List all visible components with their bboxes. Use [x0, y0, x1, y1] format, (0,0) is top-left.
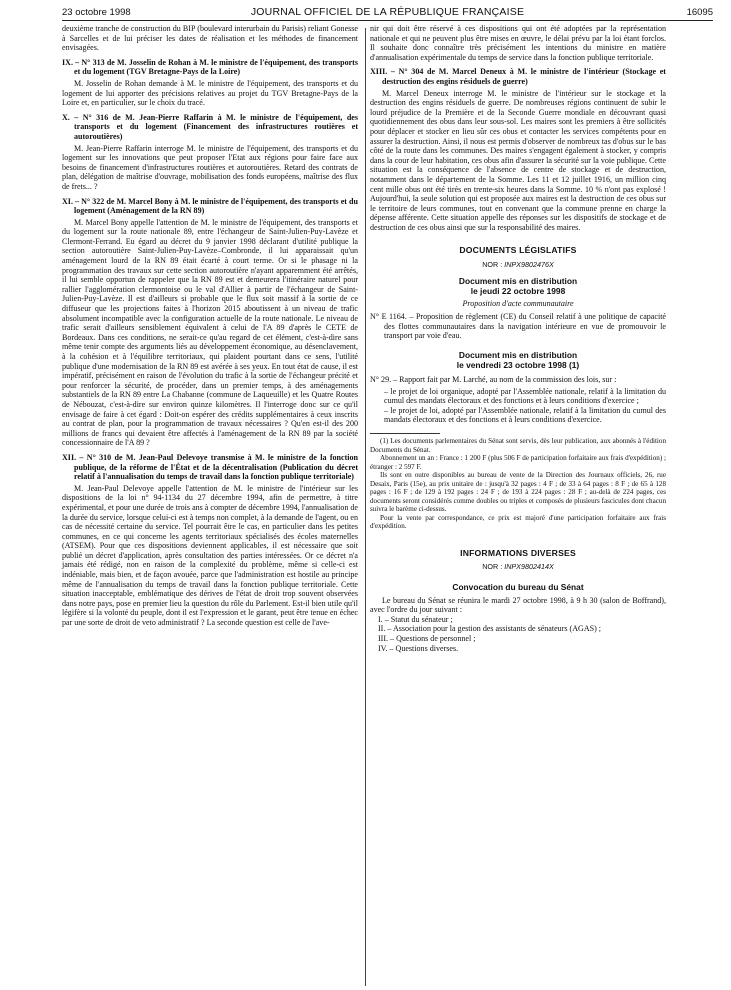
header-rule — [62, 20, 713, 21]
column-divider — [365, 28, 366, 986]
question-body-xi: M. Marcel Bony appelle l'attention de M. le ministre de l'équipement, des transports et du logement sur la route nationale 89, entre l'échangeur de Saint-Julien-Puy-Lavèze et Clermont-Ferrand. Eu égard au décret du 9 janvier 1998 déclarant d'utilité publique la section autoroutière Saint-Julien-Puy-Lavèze–Combronde, il lui apparaissait qu'un aménagement lourd de la RN 89 était écarté à court terme. Or si le phasage ni la programmation des travaux sur cette section autoroutière n'ayant apparemment été arrêtés, il lui semble opportun de rappeler que la RN 89 est et demeurera l'itinéraire naturel pour rallier l'agglomération clermontoise ou le val d'Allier à partir de l'échangeur de Saint-Julien-Puy-Lavèze. Il est d'ailleurs si probable que le flux soit massif à la sortie de ce diffuseur que les projections faites à l'horizon 2015 aboutissent à un niveau de trafic absolument incompatible avec la configuration actuelle de la route nationale. Le niveau de trafic serait d'ailleurs sensiblement équivalent à celui de l'A 89 d'après le CETE de Bordeaux. Dans ces conditions, ne serait-ce qu'au regard de cet élément, c'est-à-dire sans même tenir compte des arguments liés au développement économique, au désenclavement, à la cohésion et à l'équilibre territoriaux, qui plaident pourtant dans ce sens, l'utilité publique d'une modernisation de la RN 89 est avérée à ses yeux. En tout état de cause, il est impératif, précisément en raison de l'évolution du trafic à la sortie de l'échangeur précité et pour renforcer la sécurité, de procéder, dans un premier temps, à des aménagements substantiels de la RN 89 entre La Chabanne (commune de Laqueuille) et les Quatre Routes de Nébouzat, c'est-à-dire sur environ quinze kilomètres. Il l'interroge donc sur ce qu'il envisage de faire à cet égard : Doit-on espérer des crédits supplémentaires à ceux inscrits au contrat de plan, pour la programmation de travaux nécessaires ? Qu'en est-il des 200 millions de francs qui devaient être affectés à l'aménagement de la RN 89 par la société concessionnaire de l'A 89 ? — [62, 217, 358, 448]
convocation-title: Convocation du bureau du Sénat — [452, 581, 584, 592]
distribution-heading-2 — [370, 350, 666, 370]
paragraph-continuation-right: nir qui doit être réservé à ces dispositions qui ont été adoptées par la représentation nationale et qui ne peuvent plus être mises en œuvre, le délai prévu par la loi étant forclos. Il souhaite donc connaître très précisément les intentions du ministre en matière d'annualisation expérimentale du temps de service dans la fonction publique territoriale. — [370, 24, 666, 62]
nor-reference-1 — [370, 260, 666, 270]
distribution-line: Document mis en distribution — [458, 350, 578, 361]
question-body-ix: M. Josselin de Rohan demande à M. le ministre de l'équipement, des transports et du logement de lui apporter des précisions relatives au projet du TGV Bretagne-Pays de la Loire et, en particulier, sur le choix du tracé. — [62, 78, 358, 108]
left-column — [62, 24, 358, 628]
document-item-29-b: – le projet de loi, adopté par l'Assemblée nationale, relatif à la limitation du cumul des mandats électoraux et des fonctions et à leurs conditions d'exercice. — [384, 405, 666, 425]
question-body-xiii: M. Marcel Deneux interroge M. le ministre de l'intérieur sur le stockage et la destruction des engins résiduels de guerre. De nombreuses régions continuent de subir le lourd préjudice de la Première et de la Seconde Guerre mondiale en découvrant quasi quotidiennement des obus dans leur sous-sol. Les maires sont les premiers à être sollicités pour déplacer et stocker en lieu sûr ces obus et contacter les services compétents pour en assurer la destruction. Ainsi, il nous est permis d'observer de nombreux tas d'obus sur le bas côté de la route dans les communes. Des maires s'engagent également à stocker, y compris dans la cour de leur habitation, ces obus afin d'assurer la sécurité sur la voie publique. Cette situation est la conséquence de l'absence de centre de stockage et de destruction, notamment dans le département de la Somme. Les 11 et 12 juillet 1916, un million cinq cent mille obus ont été tirés en trente-six heures dans la Somme. 10 % n'ont pas explosé ! Aujourd'hui, la seule solution qui est proposée aux maires est la destruction de ces obus sur le territoire de leurs communes, tout en convenant que la commune prenne en charge la dépense afférente. Cette situation appelle des réponses sur les dispositifs de stockage et de destruction de ces obus ainsi que sur la responsabilité des maires. — [370, 88, 666, 232]
footnote-1: (1) Les documents parlementaires du Sénat sont servis, dès leur publication, aux abonnés à l'édition Documents du Sénat. — [370, 437, 666, 454]
nor-label: NOR : — [482, 562, 505, 572]
question-heading-xii: XII. – N° 310 de M. Jean-Paul Delevoye transmise à M. le ministre de la fonction publique, de la réforme de l'État et de la décentralisation (Publication du décret relatif à l'annualisation du temps de travail dans la fonction publique territoriale) — [62, 452, 358, 482]
question-heading-xi: XI. – N° 322 de M. Marcel Bony à M. le ministre de l'équipement, des transports et du logement (Aménagement de la RN 89) — [62, 196, 358, 216]
footnote-subscription: Abonnement un an : France : 1 200 F (plus 506 F de participation forfaitaire aux frais d'expédition) ; étranger : 2 597 F. — [370, 454, 666, 471]
nor-label: NOR : — [482, 260, 505, 270]
distribution-heading-1 — [370, 276, 666, 296]
header-date: 23 octobre 1998 — [62, 7, 131, 18]
nor-reference-2 — [370, 562, 666, 572]
page-header — [62, 3, 713, 19]
question-heading-x: X. – N° 316 de M. Jean-Pierre Raffarin à M. le ministre de l'équipement, des transports et du logement (Financement des infrastructures routières et autoroutières) — [62, 112, 358, 141]
nor-code: INPX9802414X — [504, 562, 554, 572]
distribution-line: Document mis en distribution — [458, 275, 578, 286]
agenda-item: III. – Questions de personnel ; — [378, 634, 476, 644]
question-body-x: M. Jean-Pierre Raffarin interroge M. le ministre de l'équipement, des transports et du logement sur les innovations que peut proposer l'Etat aux régions pour faire face aux besoins de financement d'infrastructures routières et autoroutières. Retard des contrats de plan, délégation de maîtrise d'ouvrage, mobilisation des fonds européens, maîtrise des flux de frets... ? — [62, 143, 358, 191]
agenda-item: II. – Association pour la gestion des assistants de sénateurs (AGAS) ; — [378, 624, 602, 634]
right-column — [370, 24, 666, 653]
document-item-29: N° 29. – Rapport fait par M. Larché, au nom de la commission des lois, sur : — [370, 375, 617, 385]
nor-code: INPX9802476X — [504, 260, 554, 270]
paragraph-continuation: deuxième tranche de construction du BIP (boulevard interurbain du Parisis) reliant Gonesse à Sarcelles et de lui préciser les dates de réalisation et les méthodes de financement envisagées. — [62, 24, 358, 53]
agenda-item: I. – Statut du sénateur ; — [378, 614, 453, 624]
distribution-date: le vendredi 23 octobre 1998 (1) — [456, 360, 580, 371]
footnote-rule — [370, 433, 440, 434]
question-heading-ix: IX. – N° 313 de M. Josselin de Rohan à M. le ministre de l'équipement, des transports et du logement (TGV Bretagne-Pays de la Loire) — [62, 57, 358, 77]
section-title-informations: INFORMATIONS DIVERSES — [460, 547, 576, 558]
footnote-mail-order: Pour la vente par correspondance, ce prix est majoré d'une participation forfaitaire aux frais d'expédition. — [370, 513, 666, 530]
agenda-item: IV. – Questions diverses. — [378, 643, 459, 653]
section-title-documents: DOCUMENTS LÉGISLATIFS — [459, 245, 577, 256]
header-journal-title: JOURNAL OFFICIEL DE LA RÉPUBLIQUE FRANÇAISE — [250, 6, 525, 18]
distribution-date: le jeudi 22 octobre 1998 — [470, 285, 566, 296]
document-item-e1164: N° E 1164. – Proposition de règlement (CE) du Conseil relatif à une politique de capacité des flottes communautaires dans la navigation intérieure en vue de promouvoir le transport par voie d'eau. — [370, 312, 666, 341]
document-item-29-a: – le projet de loi organique, adopté par l'Assemblée nationale, relatif à la limitation du cumul des mandats électoraux et des fonctions et à leurs conditions d'exercice ; — [384, 386, 666, 406]
question-heading-xiii: XIII. – N° 304 de M. Marcel Deneux à M. le ministre de l'intérieur (Stockage et destruction des engins résiduels de guerre) — [370, 67, 666, 86]
question-body-xii: M. Jean-Paul Delevoye appelle l'attention de M. le ministre de l'intérieur sur les dispositions de la loi n° 94-1134 du 27 décembre 1994, afin de permettre, à titre expérimental, et pour une durée de trois ans à compter de décembre 1994, l'annualisation de la durée du service, lorsque celui-ci est à temps non complet, à la demande de l'agent, ou en cas de nécessité certaine du service. Tel pourrait être le cas, en particulier dans les petites communes, en ce qui concerne les agents territoriaux spécialisés des écoles maternelles (ATSEM). Pour que ces dispositions deviennent applicables, il est nécessaire que soit publié un décret d'application, après consultation des parties intéressées. Or ce décret n'a jamais été rédigé, non en raison de la complexité du problème, même si celle-ci est indéniable, mais bien, et de façon avouée, parce que l'administration est hostile au principe même de l'annualisation du temps de travail dans la fonction publique territoriale. Cette situation inacceptable, emblématique des dérives de l'état de droit trop souvent observées dans notre pays, pose en premier lieu la question du rôle du Parlement. Est-il bien utile qu'il légifère si la volonté du peuple, dont il est l'expression et le garant, peut être tenue en échec par une sorte de droit de veto administratif ? La seconde question est celle de l'ave- — [62, 483, 358, 628]
header-page-number: 16095 — [686, 7, 713, 18]
proposal-subtitle: Proposition d'acte communautaire — [462, 298, 574, 308]
convocation-text: Le bureau du Sénat se réunira le mardi 27 octobre 1998, à 9 h 30 (salon de Boffrand), avec l'ordre du jour suivant : — [370, 595, 666, 615]
footnote-prices: Ils sont en outre disponibles au bureau de vente de la Direction des Journaux officiels, 26, rue Desaix, Paris (15e), au prix unitaire de : jusqu'à 32 pages : 4 F ; de 33 à 64 pages : 8 F ; de 65 à 128 pages : 16 F ; de 129 à 192 pages : 24 F ; de 193 à 224 pages : 28 F ; au-delà de 224 pages, ces documents seront considérés comme doubles ou triples et composés de plusieurs fascicules dont chacun suivra le barème ci-dessus. — [370, 471, 666, 513]
